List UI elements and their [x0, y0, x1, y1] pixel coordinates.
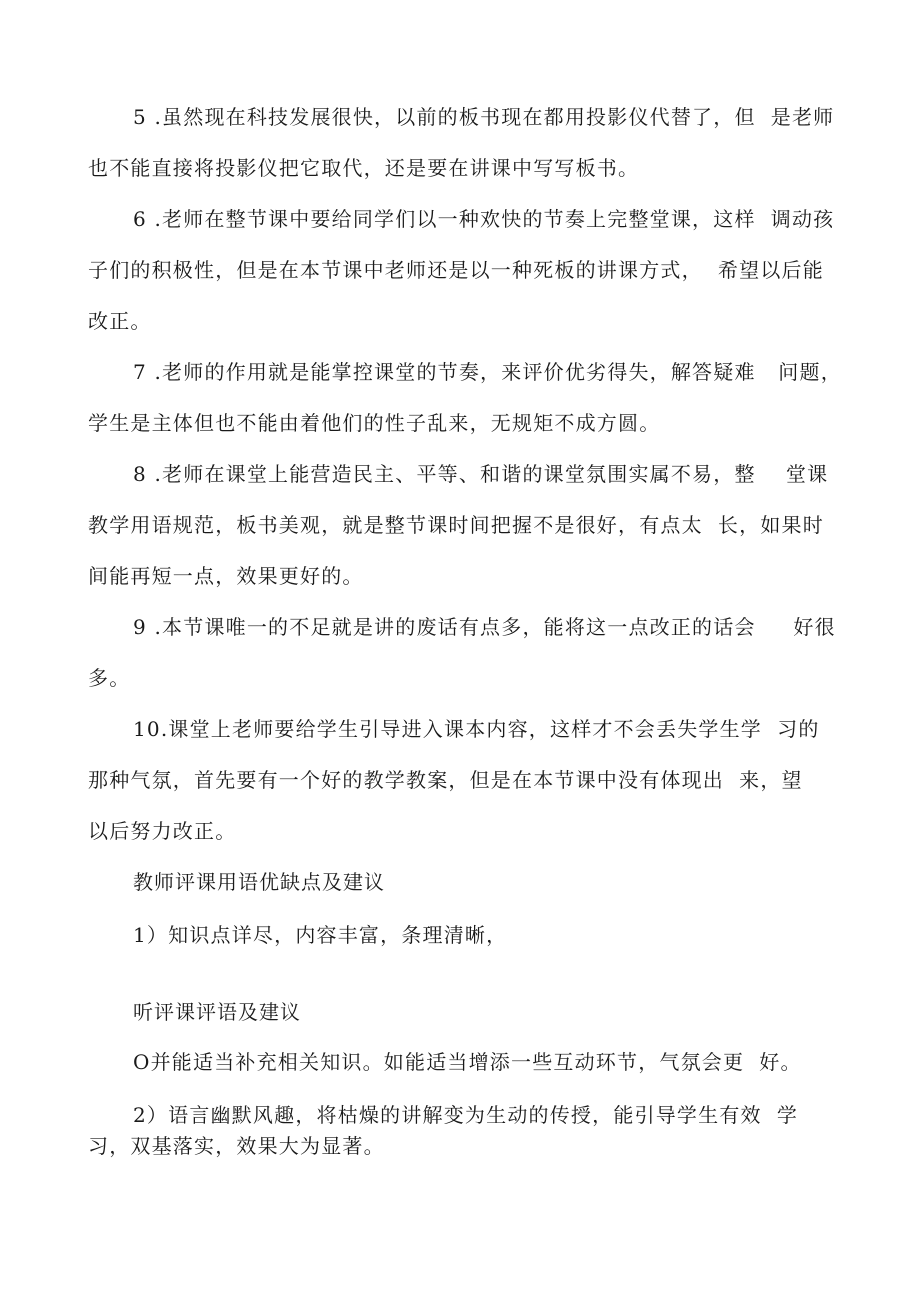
text-line: 子们的积极性，但是在本节课中老师还是以一种死板的讲课方式， 希望以后能 [88, 258, 824, 282]
text-line: 6 .老师在整节课中要给同学们以一种欢快的节奏上完整堂课，这样 调动孩 [133, 207, 835, 231]
text-line: 教学用语规范，板书美观，就是整节课时间把握不是很好，有点太 长，如果时 [88, 513, 824, 537]
text-line: 习，双基落实，效果大为显著。 [88, 1134, 385, 1158]
section-heading: 教师评课用语优缺点及建议 [133, 870, 385, 894]
text-line: 7 .老师的作用就是能掌控课堂的节奏，来评价优劣得失，解答疑难 问题， [133, 360, 842, 384]
text-line: 那种气氛，首先要有一个好的教学教案，但是在本节课中没有体现出 来，望 [88, 768, 803, 792]
text-line: 2）语言幽默风趣，将枯燥的讲解变为生动的传授，能引导学生有效 学 [133, 1103, 799, 1127]
text-line: 多。 [88, 666, 131, 690]
text-line: 学生是主体但也不能由着他们的性子乱来，无规矩不成方圆。 [88, 411, 661, 435]
evaluation-point-0: O并能适当补充相关知识。如能适当增添一些互动环节，气氛会更 好。 [133, 1050, 802, 1074]
text-line: 8 .老师在课堂上能营造民主、平等、和谐的课堂氛围实属不易，整 堂课 [133, 462, 829, 486]
text-line: 5 .虽然现在科技发展很快，以前的板书现在都用投影仪代替了，但 是老师 [133, 105, 835, 129]
text-line: 也不能直接将投影仪把它取代，还是要在讲课中写写板书。 [88, 156, 640, 180]
section-heading: 听评课评语及建议 [133, 1000, 301, 1024]
text-line: 以后努力改正。 [88, 819, 237, 843]
text-line: 9 .本节课唯一的不足就是讲的废话有点多，能将这一点改正的话会 好很 [133, 615, 836, 639]
evaluation-point-1: 1）知识点详尽，内容丰富，条理清晰， [133, 923, 508, 947]
text-line: 10.课堂上老师要给学生引导进入课本内容，这样才不会丢失学生学 习的 [133, 717, 820, 741]
text-line: 间能再短一点，效果更好的。 [88, 564, 364, 588]
text-line: 改正。 [88, 309, 152, 333]
